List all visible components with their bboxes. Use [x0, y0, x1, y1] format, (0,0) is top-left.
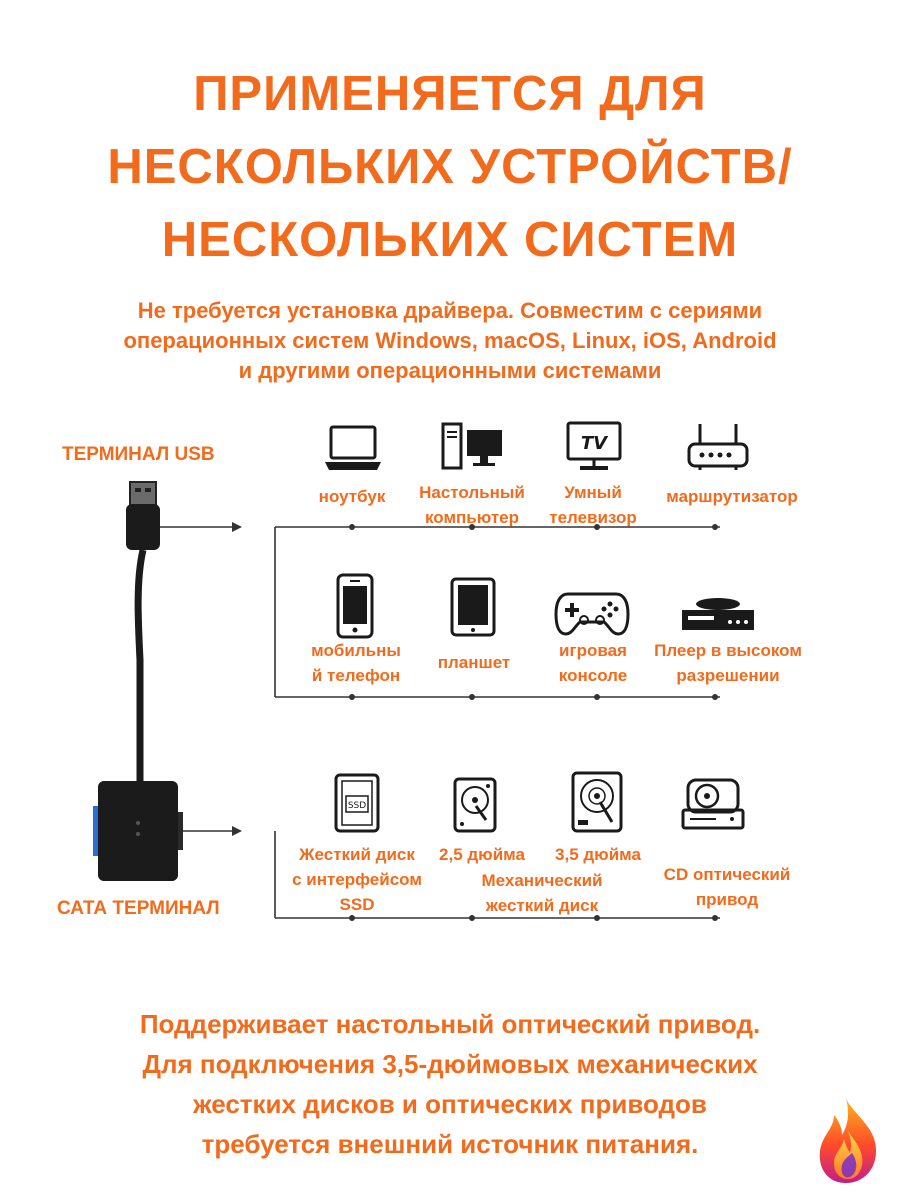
tablet-icon — [449, 576, 497, 638]
subtitle-line-2: операционных систем Windows, macOS, Linux, iOS, Android — [123, 328, 777, 353]
usb-plug — [126, 482, 160, 550]
footer-line-2: Для подключения 3,5-дюймовых механических — [142, 1049, 758, 1079]
laptop-icon — [323, 424, 383, 472]
device-label-hd-player: Плеер в высоком разрешении — [654, 641, 802, 685]
page-title-line-2: НЕСКОЛЬКИХ УСТРОЙСТВ/ — [107, 140, 793, 194]
device-label-hdd-3-5: 3,5 дюйма — [555, 845, 641, 864]
footer-line-1: Поддерживает настольный оптический привод. — [139, 1009, 761, 1039]
ssd-icon — [333, 772, 381, 834]
footer-line-4: требуется внешний источник питания. — [201, 1129, 699, 1159]
hdd-3-5-icon — [570, 770, 624, 834]
device-label-mobile-phone: мобильны й телефон — [311, 641, 401, 685]
smart-tv-icon — [565, 420, 623, 472]
sata-adapter — [93, 781, 183, 881]
page-title-line-1: ПРИМЕНЯЕТСЯ ДЛЯ — [193, 67, 707, 121]
desktop-computer-icon — [440, 420, 506, 472]
sata-terminal-label: САТА ТЕРМИНАЛ — [57, 898, 220, 919]
device-label-tablet: планшет — [437, 653, 511, 672]
page-title-line-3: НЕСКОЛЬКИХ СИСТЕМ — [161, 213, 739, 267]
subtitle-line-1: Не требуется установка драйвера. Совместим с сериями — [137, 298, 763, 323]
device-label-smart-tv: Умный телевизор — [549, 483, 637, 527]
device-label-cd-drive: CD оптический привод — [663, 865, 791, 909]
usb-cable — [138, 550, 143, 785]
hd-player-icon — [680, 592, 756, 634]
device-label-hdd-2-5: 2,5 дюйма — [439, 845, 525, 864]
router-icon — [686, 420, 750, 472]
mobile-phone-icon — [335, 572, 375, 640]
ssd-chip-text: SSD — [347, 801, 367, 811]
device-label-laptop: ноутбук — [318, 487, 386, 506]
tv-screen-text: TV — [580, 433, 608, 454]
usb-terminal-label: ТЕРМИНАЛ USB — [62, 444, 215, 465]
device-label-mechanical-hdd: Механический жесткий диск — [481, 871, 603, 915]
game-console-icon — [554, 588, 630, 638]
cd-drive-icon — [680, 776, 746, 834]
hdd-2-5-icon — [452, 776, 498, 834]
device-label-ssd: Жесткий диск с интерфейсом SSD — [292, 845, 422, 914]
subtitle-line-3: и другими операционными системами — [238, 358, 662, 383]
device-label-game-console: игровая консоле — [558, 641, 628, 685]
flame-logo-icon — [812, 1095, 888, 1187]
footer-line-3: жестких дисков и оптических приводов — [193, 1089, 707, 1119]
device-label-router: маршрутизатор — [666, 487, 798, 506]
device-label-desktop: Настольный компьютер — [419, 483, 525, 527]
